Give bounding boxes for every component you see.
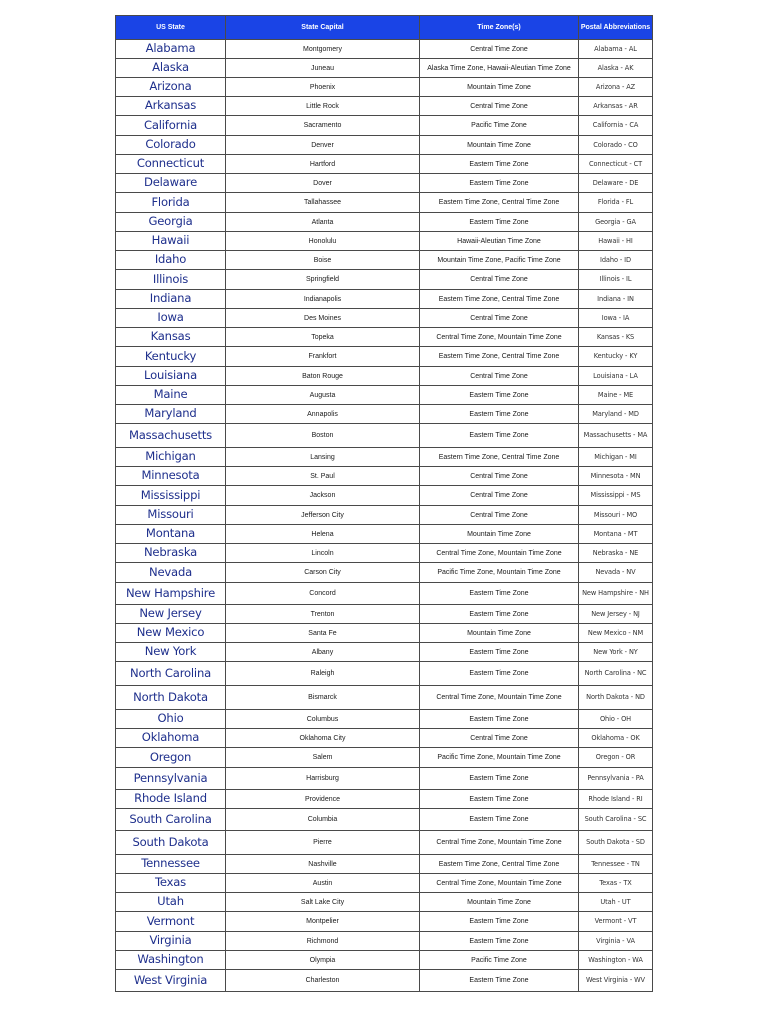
time-zone: Eastern Time Zone (420, 424, 579, 448)
table-row (116, 624, 653, 643)
state-name: Montana (116, 525, 226, 544)
state-capital: Honolulu (226, 232, 420, 251)
table-row (116, 193, 653, 213)
state-capital: Concord (226, 583, 420, 605)
postal-abbreviation: Arkansas - AR (579, 97, 653, 116)
postal-abbreviation: Massachusetts - MA (579, 424, 653, 448)
state-name: Mississippi (116, 486, 226, 506)
header-time-zones: Time Zone(s) (420, 16, 579, 40)
state-capital: Salt Lake City (226, 893, 420, 912)
time-zone: Central Time Zone, Mountain Time Zone (420, 686, 579, 710)
state-capital: Lincoln (226, 544, 420, 563)
table-row (116, 136, 653, 155)
postal-abbreviation: Illinois - IL (579, 270, 653, 290)
state-name: West Virginia (116, 970, 226, 992)
table-row (116, 748, 653, 768)
state-capital: Jefferson City (226, 506, 420, 525)
postal-abbreviation: California - CA (579, 116, 653, 136)
state-name: Idaho (116, 251, 226, 270)
state-name: Pennsylvania (116, 768, 226, 790)
state-name: Indiana (116, 290, 226, 309)
time-zone: Mountain Time Zone (420, 525, 579, 544)
postal-abbreviation: Alabama - AL (579, 40, 653, 59)
state-capital: Montpelier (226, 912, 420, 932)
state-name: Alaska (116, 59, 226, 78)
state-capital: Pierre (226, 831, 420, 855)
table-row (116, 932, 653, 951)
state-name: Utah (116, 893, 226, 912)
table-row (116, 855, 653, 874)
table-row (116, 768, 653, 790)
time-zone: Eastern Time Zone (420, 710, 579, 729)
header-state-capital: State Capital (226, 16, 420, 40)
state-name: Connecticut (116, 155, 226, 174)
time-zone: Eastern Time Zone (420, 662, 579, 686)
table-row (116, 448, 653, 467)
postal-abbreviation: Montana - MT (579, 525, 653, 544)
state-capital: Salem (226, 748, 420, 768)
state-capital: Tallahassee (226, 193, 420, 213)
time-zone: Eastern Time Zone (420, 912, 579, 932)
state-capital: Indianapolis (226, 290, 420, 309)
state-name: Delaware (116, 174, 226, 193)
table-row (116, 328, 653, 347)
table-row (116, 213, 653, 232)
state-capital: Austin (226, 874, 420, 893)
time-zone: Eastern Time Zone (420, 790, 579, 809)
state-name: Kentucky (116, 347, 226, 367)
time-zone: Eastern Time Zone (420, 386, 579, 405)
postal-abbreviation: South Carolina - SC (579, 809, 653, 831)
state-capital: Trenton (226, 605, 420, 624)
state-capital: Charleston (226, 970, 420, 992)
postal-abbreviation: Iowa - IA (579, 309, 653, 328)
postal-abbreviation: Colorado - CO (579, 136, 653, 155)
table-row (116, 809, 653, 831)
state-name: Rhode Island (116, 790, 226, 809)
time-zone: Mountain Time Zone, Pacific Time Zone (420, 251, 579, 270)
state-name: Iowa (116, 309, 226, 328)
postal-abbreviation: New Hampshire - NH (579, 583, 653, 605)
postal-abbreviation: Vermont - VT (579, 912, 653, 932)
time-zone: Central Time Zone (420, 270, 579, 290)
table-row (116, 544, 653, 563)
time-zone: Eastern Time Zone (420, 583, 579, 605)
postal-abbreviation: South Dakota - SD (579, 831, 653, 855)
header-row (116, 16, 653, 40)
state-capital: St. Paul (226, 467, 420, 486)
postal-abbreviation: Pennsylvania - PA (579, 768, 653, 790)
table-row (116, 525, 653, 544)
time-zone: Eastern Time Zone (420, 970, 579, 992)
state-name: Massachusetts (116, 424, 226, 448)
postal-abbreviation: Tennessee - TN (579, 855, 653, 874)
time-zone: Eastern Time Zone, Central Time Zone (420, 193, 579, 213)
table-row (116, 309, 653, 328)
state-name: New Mexico (116, 624, 226, 643)
state-name: Hawaii (116, 232, 226, 251)
time-zone: Eastern Time Zone (420, 768, 579, 790)
table-row (116, 710, 653, 729)
table-row (116, 643, 653, 662)
postal-abbreviation: New York - NY (579, 643, 653, 662)
table-row (116, 174, 653, 193)
state-name: Georgia (116, 213, 226, 232)
state-name: South Dakota (116, 831, 226, 855)
state-capital: Juneau (226, 59, 420, 78)
state-capital: Richmond (226, 932, 420, 951)
time-zone: Eastern Time Zone, Central Time Zone (420, 448, 579, 467)
state-name: Oregon (116, 748, 226, 768)
state-capital: Helena (226, 525, 420, 544)
state-name: Ohio (116, 710, 226, 729)
state-name: Illinois (116, 270, 226, 290)
table-row (116, 251, 653, 270)
table-row (116, 97, 653, 116)
state-capital: Olympia (226, 951, 420, 970)
state-capital: Nashville (226, 855, 420, 874)
time-zone: Central Time Zone, Mountain Time Zone (420, 328, 579, 347)
table-row (116, 386, 653, 405)
state-name: South Carolina (116, 809, 226, 831)
postal-abbreviation: Kentucky - KY (579, 347, 653, 367)
postal-abbreviation: Hawaii - HI (579, 232, 653, 251)
time-zone: Central Time Zone (420, 40, 579, 59)
state-capital: Providence (226, 790, 420, 809)
time-zone: Alaska Time Zone, Hawaii-Aleutian Time Zone (420, 59, 579, 78)
state-capital: Bismarck (226, 686, 420, 710)
state-capital: Springfield (226, 270, 420, 290)
state-capital: Denver (226, 136, 420, 155)
state-capital: Des Moines (226, 309, 420, 328)
time-zone: Central Time Zone (420, 467, 579, 486)
table-row (116, 232, 653, 251)
postal-abbreviation: Louisiana - LA (579, 367, 653, 386)
time-zone: Pacific Time Zone, Mountain Time Zone (420, 748, 579, 768)
time-zone: Eastern Time Zone (420, 605, 579, 624)
postal-abbreviation: Michigan - MI (579, 448, 653, 467)
table-header (116, 16, 653, 40)
state-capital: Baton Rouge (226, 367, 420, 386)
time-zone: Pacific Time Zone (420, 951, 579, 970)
time-zone: Eastern Time Zone, Central Time Zone (420, 290, 579, 309)
state-capital: Montgomery (226, 40, 420, 59)
time-zone: Mountain Time Zone (420, 893, 579, 912)
table-body (116, 40, 653, 992)
state-name: Florida (116, 193, 226, 213)
postal-abbreviation: Indiana - IN (579, 290, 653, 309)
state-name: Arizona (116, 78, 226, 97)
table-row (116, 270, 653, 290)
postal-abbreviation: Oklahoma - OK (579, 729, 653, 748)
state-capital: Augusta (226, 386, 420, 405)
postal-abbreviation: Maryland - MD (579, 405, 653, 424)
table-row (116, 78, 653, 97)
postal-abbreviation: Kansas - KS (579, 328, 653, 347)
time-zone: Eastern Time Zone (420, 643, 579, 662)
table-row (116, 367, 653, 386)
time-zone: Mountain Time Zone (420, 136, 579, 155)
states-table (115, 15, 653, 992)
postal-abbreviation: Delaware - DE (579, 174, 653, 193)
state-name: Minnesota (116, 467, 226, 486)
state-capital: Carson City (226, 563, 420, 583)
table-row (116, 951, 653, 970)
table-row (116, 467, 653, 486)
time-zone: Central Time Zone (420, 486, 579, 506)
state-name: Michigan (116, 448, 226, 467)
postal-abbreviation: Alaska - AK (579, 59, 653, 78)
postal-abbreviation: Arizona - AZ (579, 78, 653, 97)
time-zone: Eastern Time Zone (420, 932, 579, 951)
state-name: Arkansas (116, 97, 226, 116)
time-zone: Central Time Zone (420, 367, 579, 386)
table-row (116, 831, 653, 855)
postal-abbreviation: New Jersey - NJ (579, 605, 653, 624)
state-name: Maryland (116, 405, 226, 424)
time-zone: Eastern Time Zone (420, 809, 579, 831)
state-capital: Annapolis (226, 405, 420, 424)
postal-abbreviation: Mississippi - MS (579, 486, 653, 506)
state-name: Texas (116, 874, 226, 893)
table-row (116, 506, 653, 525)
table-row (116, 59, 653, 78)
time-zone: Mountain Time Zone (420, 624, 579, 643)
table-row (116, 893, 653, 912)
postal-abbreviation: West Virginia - WV (579, 970, 653, 992)
postal-abbreviation: Ohio - OH (579, 710, 653, 729)
header-us-state: US State (116, 16, 226, 40)
postal-abbreviation: Idaho - ID (579, 251, 653, 270)
state-capital: Phoenix (226, 78, 420, 97)
table-row (116, 662, 653, 686)
state-name: North Carolina (116, 662, 226, 686)
postal-abbreviation: Minnesota - MN (579, 467, 653, 486)
state-capital: Harrisburg (226, 768, 420, 790)
state-capital: Lansing (226, 448, 420, 467)
state-name: Vermont (116, 912, 226, 932)
time-zone: Eastern Time Zone, Central Time Zone (420, 855, 579, 874)
state-name: Washington (116, 951, 226, 970)
postal-abbreviation: Georgia - GA (579, 213, 653, 232)
time-zone: Central Time Zone (420, 506, 579, 525)
state-name: Tennessee (116, 855, 226, 874)
time-zone: Central Time Zone (420, 729, 579, 748)
table-row (116, 874, 653, 893)
state-name: Colorado (116, 136, 226, 155)
postal-abbreviation: Virginia - VA (579, 932, 653, 951)
state-capital: Boise (226, 251, 420, 270)
postal-abbreviation: North Dakota - ND (579, 686, 653, 710)
time-zone: Central Time Zone (420, 309, 579, 328)
state-name: Oklahoma (116, 729, 226, 748)
time-zone: Pacific Time Zone, Mountain Time Zone (420, 563, 579, 583)
postal-abbreviation: Rhode Island - RI (579, 790, 653, 809)
table-row (116, 424, 653, 448)
table-row (116, 729, 653, 748)
state-capital: Hartford (226, 155, 420, 174)
postal-abbreviation: Utah - UT (579, 893, 653, 912)
state-name: California (116, 116, 226, 136)
postal-abbreviation: Nevada - NV (579, 563, 653, 583)
state-name: New Jersey (116, 605, 226, 624)
time-zone: Eastern Time Zone (420, 405, 579, 424)
table-row (116, 583, 653, 605)
table-row (116, 347, 653, 367)
postal-abbreviation: Missouri - MO (579, 506, 653, 525)
state-capital: Columbus (226, 710, 420, 729)
state-capital: Topeka (226, 328, 420, 347)
table-row (116, 912, 653, 932)
state-name: Alabama (116, 40, 226, 59)
postal-abbreviation: Washington - WA (579, 951, 653, 970)
table-row (116, 486, 653, 506)
table-row (116, 563, 653, 583)
time-zone: Central Time Zone, Mountain Time Zone (420, 544, 579, 563)
postal-abbreviation: Connecticut - CT (579, 155, 653, 174)
state-name: North Dakota (116, 686, 226, 710)
postal-abbreviation: New Mexico - NM (579, 624, 653, 643)
state-name: New Hampshire (116, 583, 226, 605)
table-row (116, 155, 653, 174)
time-zone: Central Time Zone, Mountain Time Zone (420, 874, 579, 893)
time-zone: Central Time Zone (420, 97, 579, 116)
state-name: New York (116, 643, 226, 662)
postal-abbreviation: Nebraska - NE (579, 544, 653, 563)
time-zone: Eastern Time Zone, Central Time Zone (420, 347, 579, 367)
state-capital: Atlanta (226, 213, 420, 232)
state-capital: Columbia (226, 809, 420, 831)
table-row (116, 405, 653, 424)
postal-abbreviation: Texas - TX (579, 874, 653, 893)
state-capital: Raleigh (226, 662, 420, 686)
state-name: Maine (116, 386, 226, 405)
table-row (116, 970, 653, 992)
time-zone: Hawaii-Aleutian Time Zone (420, 232, 579, 251)
state-name: Kansas (116, 328, 226, 347)
time-zone: Eastern Time Zone (420, 155, 579, 174)
state-capital: Albany (226, 643, 420, 662)
state-capital: Dover (226, 174, 420, 193)
state-name: Nevada (116, 563, 226, 583)
table-row (116, 605, 653, 624)
state-capital: Frankfort (226, 347, 420, 367)
table-row (116, 790, 653, 809)
header-postal-abbreviations: Postal Abbreviations (579, 16, 653, 40)
postal-abbreviation: Maine - ME (579, 386, 653, 405)
state-capital: Boston (226, 424, 420, 448)
state-name: Virginia (116, 932, 226, 951)
state-capital: Oklahoma City (226, 729, 420, 748)
time-zone: Central Time Zone, Mountain Time Zone (420, 831, 579, 855)
postal-abbreviation: Oregon - OR (579, 748, 653, 768)
state-capital: Jackson (226, 486, 420, 506)
state-capital: Little Rock (226, 97, 420, 116)
table-row (116, 116, 653, 136)
postal-abbreviation: North Carolina - NC (579, 662, 653, 686)
state-capital: Santa Fe (226, 624, 420, 643)
state-name: Missouri (116, 506, 226, 525)
time-zone: Eastern Time Zone (420, 213, 579, 232)
postal-abbreviation: Florida - FL (579, 193, 653, 213)
time-zone: Pacific Time Zone (420, 116, 579, 136)
table-row (116, 686, 653, 710)
state-name: Louisiana (116, 367, 226, 386)
time-zone: Mountain Time Zone (420, 78, 579, 97)
state-name: Nebraska (116, 544, 226, 563)
table-row (116, 40, 653, 59)
table-row (116, 290, 653, 309)
time-zone: Eastern Time Zone (420, 174, 579, 193)
state-capital: Sacramento (226, 116, 420, 136)
